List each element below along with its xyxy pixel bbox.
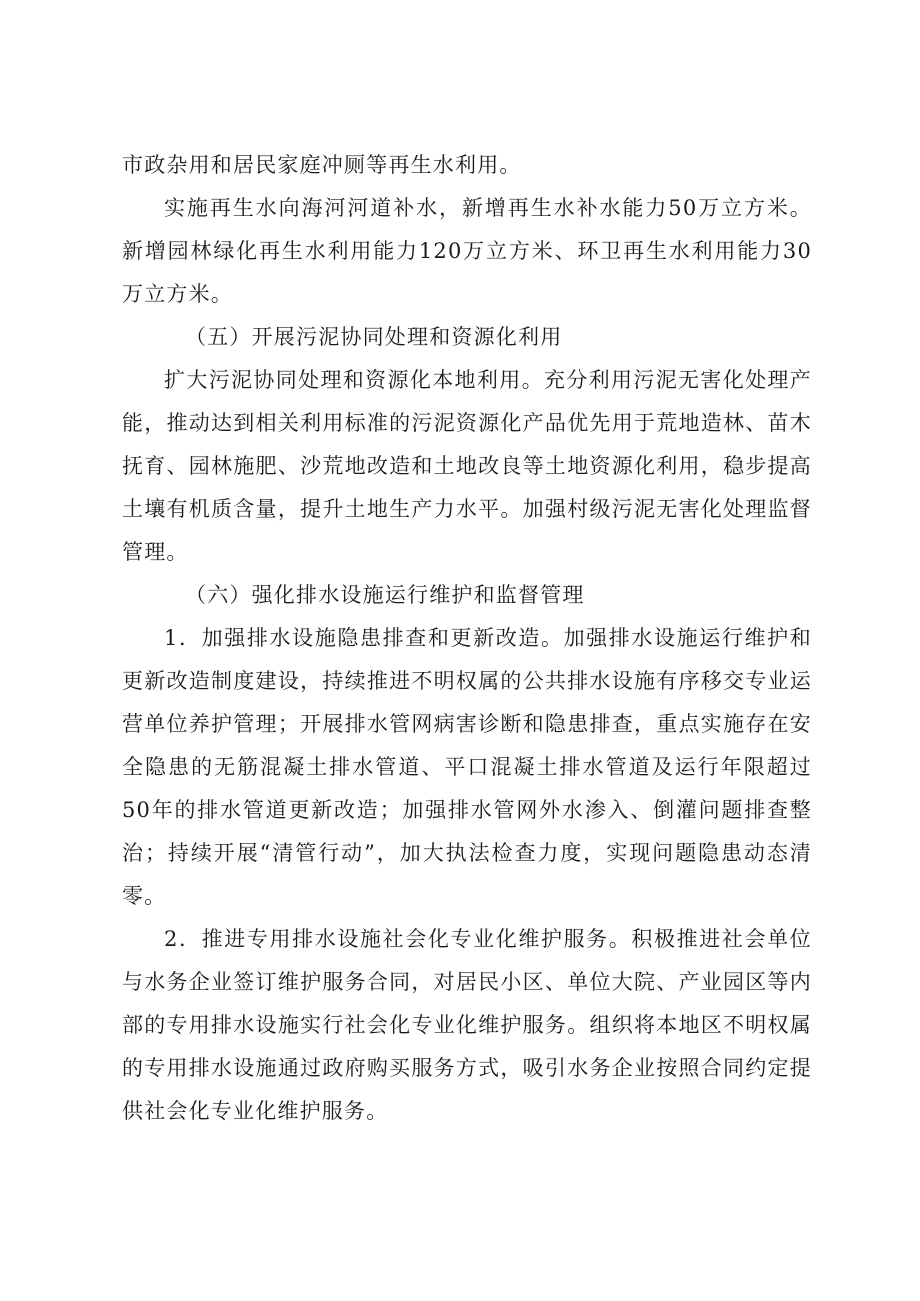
paragraph-sludge: 扩大污泥协同处理和资源化本地利用。充分利用污泥无害化处理产能，推动达到相关利用标准的污泥资源化产品优先用于荒地造林、苗木抚育、园林施肥、沙荒地改造和土地改良等土地资源化利用，稳步提高土壤有机质含量，提升土地生产力水平。加强村级污泥无害化处理监督管理。: [122, 368, 812, 564]
paragraph-item-2: 2．推进专用排水设施社会化专业化维护服务。积极推进社会单位与水务企业签订维护服务合同，对居民小区、单位大院、产业园区等内部的专用排水设施实行社会化专业化维护服务。组织将本地区不明权属的专用排水设施通过政府购买服务方式，吸引水务企业按照合同约定提供社会化专业化维护服务。: [122, 927, 812, 1123]
paragraph-reclaimed-water: 实施再生水向海河河道补水，新增再生水补水能力50万立方米。新增园林绿化再生水利用能力120万立方米、环卫再生水利用能力30万立方米。: [122, 196, 812, 306]
paragraph-item-1: 1．加强排水设施隐患排查和更新改造。加强排水设施运行维护和更新改造制度建设，持续推进不明权属的公共排水设施有序移交专业运营单位养护管理；开展排水管网病害诊断和隐患排查，重点实施存在安全隐患的无筋混凝土排水管道、平口混凝土排水管道及运行年限超过50年的排水管道更新改造；加强排水管网外水渗入、倒灌问题排查整治；持续开展“清管行动”，加大执法检查力度，实现问题隐患动态清零。: [122, 626, 812, 908]
section-heading-5: （五）开展污泥协同处理和资源化利用: [185, 325, 563, 349]
paragraph-continuation: 市政杂用和居民家庭冲厕等再生水利用。: [122, 153, 522, 177]
document-body: [122, 144, 812, 1133]
section-heading-6: （六）强化排水设施运行维护和监督管理: [185, 583, 585, 607]
